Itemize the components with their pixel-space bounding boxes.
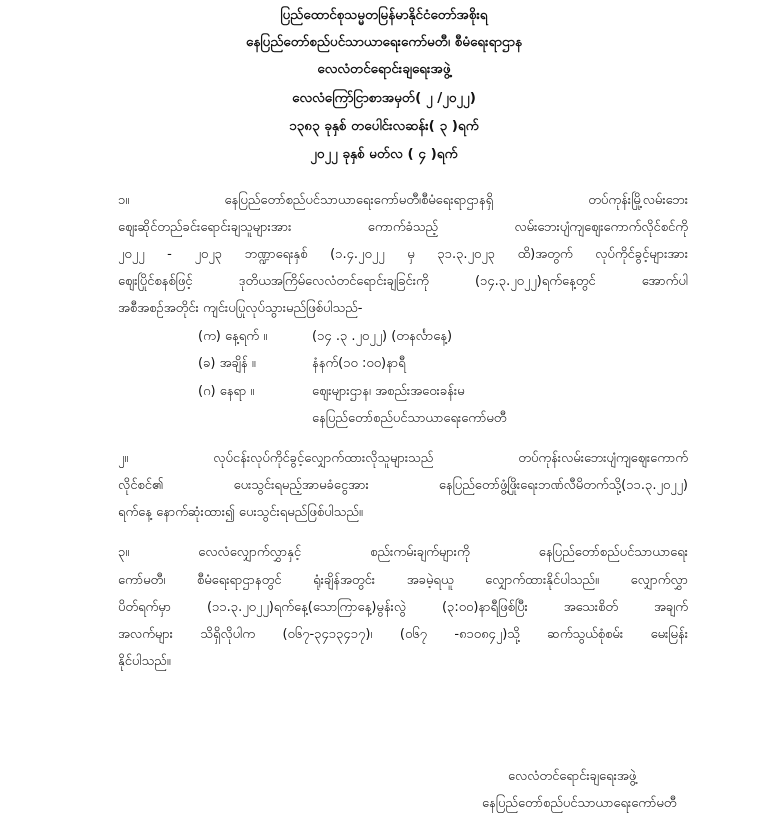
paragraph-3-line: အလက်များ သိရှိလိုပါက (၀၆၇-၃၄၁၃၄၁၇)၊ (၀၆၇ -၈၁၀၈၄၂)သို့ ဆက်သွယ်စုံစမ်း မေးမြန်း: [118, 627, 688, 642]
schedule-date-value: (၁၄ .၃ .၂၀၂၂) (တနင်္လာနေ့): [312, 329, 453, 344]
paragraph-2-line: ရက်နေ့ နောက်ဆုံးထား၍ ပေးသွင်းရမည်ဖြစ်ပါသည်။: [118, 505, 363, 520]
committee-title: လေလံတင်ရောင်းချရေးအဖွဲ့: [317, 61, 451, 77]
paragraph-2-line: ၂။ လုပ်ငန်းလုပ်ကိုင်ခွင့်လျှောက်ထားလိုသူများသည် တပ်ကုန်းလမ်းဘေးပျံကျဈေးကောက်: [118, 451, 688, 466]
gregorian-date: ၂၀၂၂ ခုနှစ် မတ်လ ( ၄ )ရက်: [310, 146, 458, 162]
government-title: ပြည်ထောင်စုသမ္မတမြန်မာနိုင်ငံတော်အစိုးရ: [280, 7, 488, 23]
schedule-time-label: (ခ) အချိန် ။: [198, 356, 256, 371]
paragraph-2-line: လိုင်စင်၏ ပေးသွင်းရမည့်အာမခံငွေအား နေပြည်တော်ဖွံ့ဖြိုးရေးဘဏ်လီမိတက်သို့(၁၁.၃.၂၀၂၂): [118, 478, 688, 493]
paragraph-1-line: ၁။ နေပြည်တော်စည်ပင်သာယာရေးကော်မတီ၊စီမံရေးရာဌာနရှိ တပ်ကုန်းမြို့လမ်းဘေး: [118, 193, 688, 208]
paragraph-1-line: ၂၀၂၂ - ၂၀၂၃ ဘဏ္ဍာရေးနှစ် (၁.၄.၂၀၂၂ မှ ၃၁.၃.၂၀၂၃ ထိ)အတွက် လုပ်ကိုင်ခွင့်များအား: [118, 247, 688, 262]
notice-number: လေလံကြော်ငြာစာအမှတ်( ၂ /၂၀၂၂): [292, 90, 476, 106]
schedule-venue-label: (ဂ) နေရာ ။: [198, 384, 255, 399]
schedule-time-value: နံနက်(၁၀ :၀၀)နာရီ: [312, 356, 406, 371]
paragraph-3-line: နိုင်ပါသည်။: [118, 654, 171, 669]
paragraph-1-line: ဈေးဆိုင်တည်ခင်းရောင်းချသူများအား ကောက်ခံသည့် လမ်းဘေးပျံကျဈေးကောက်လိုင်စင်ကို: [118, 220, 688, 235]
paragraph-1-line: အစီအစဉ်အတိုင်း ကျင်းပပြုလုပ်သွားမည်ဖြစ်ပါသည်-: [118, 301, 363, 316]
schedule-date-label: (က) နေ့ရက် ။: [198, 329, 268, 344]
myanmar-date: ၁၃၈၃ ခုနှစ် တပေါင်းလဆန်း( ၃ )ရက်: [289, 118, 479, 134]
department-title: နေပြည်တော်စည်ပင်သာယာရေးကော်မတီ၊ စီမံရေးရာဌာန: [246, 34, 522, 50]
paragraph-3-line: ကော်မတီ၊ စီမံရေးရာဌာနတွင် ရုံးချိန်အတွင်း အခမဲ့ရယူ လျှောက်ထားနိုင်ပါသည်။ လျှောက်လွှာ: [118, 573, 688, 588]
signature-organization: နေပြည်တော်စည်ပင်သာယာရေးကော်မတီ: [482, 796, 677, 811]
schedule-venue-continued: နေပြည်တော်စည်ပင်သာယာရေးကော်မတီ: [312, 411, 507, 426]
signature-committee: လေလံတင်ရောင်းချရေးအဖွဲ့: [508, 769, 637, 784]
paragraph-3-line: ပိတ်ရက်မှာ (၁၁.၃.၂၀၂၂)ရက်နေ့(သောကြာနေ့)မွန်းလွဲ (၃:၀၀)နာရီဖြစ်ပြီး အသေးစိတ် အချက်: [118, 600, 688, 615]
schedule-venue-value: ဈေးများဌာန၊ အစည်းအဝေးခန်းမ: [312, 384, 465, 399]
paragraph-1-line: ဈေးပြိုင်စနစ်ဖြင့် ဒုတိယအကြိမ်လေလံတင်ရောင်းချခြင်းကို (၁၄.၃.၂၀၂၂)ရက်နေ့တွင် အောက်ပါ: [118, 274, 688, 289]
paragraph-3-line: ၃။ လေလံလျှောက်လွှာနှင့် စည်းကမ်းချက်များကို နေပြည်တော်စည်ပင်သာယာရေး: [118, 545, 688, 560]
